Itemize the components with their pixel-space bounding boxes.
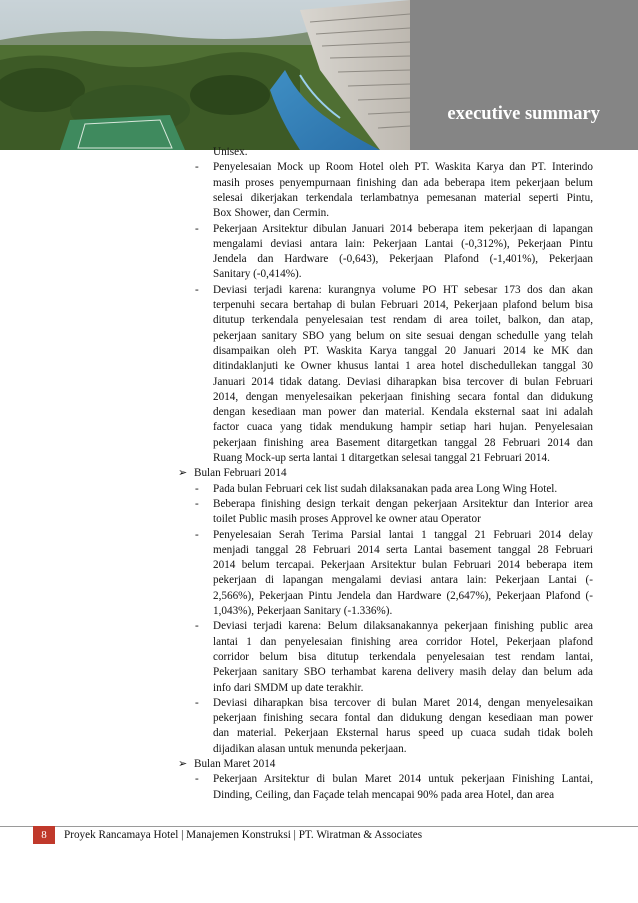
paragraph-line: Pekerjaan sanitary SBO terhambat karena delivery masih delay dan belum ada xyxy=(213,666,593,679)
paragraph-line: Box Shower, dan Cermin. xyxy=(213,207,330,220)
paragraph-line: disampaikan oleh PT. Waskita Karya tanggal 20 Januari 2014 ke MK dan xyxy=(213,344,593,357)
list-dash-icon: - xyxy=(195,482,199,495)
paragraph-line: masih proses penyempurnaan finishing dan ada beberapa item pekerjaan belum xyxy=(213,176,593,189)
paragraph-line: Dinding, Ceiling, dan Façade telah mencapai 90% pada area Hotel, dan area xyxy=(213,788,555,801)
list-dash-icon: - xyxy=(195,161,199,174)
paragraph-line: pekerjaan finishing secara fontal dan didukung dengan kesediaan man power xyxy=(213,712,593,725)
paragraph-line: menjadi tanggal 28 Februari 2014 serta Lantai basement tanggal 28 Februari xyxy=(213,543,593,556)
paragraph-line: 2,566%), Pekerjaan Pintu Jendela dan Hardware (2,647%), Pekerjaan Plafond (- xyxy=(213,589,593,602)
paragraph-line: 2014 belum tercapai. Pekerjaan Arsitektur bulan Februari 2014 beberapa item xyxy=(213,559,593,572)
list-dash-icon: - xyxy=(195,497,199,510)
section-bullet-icon: ➢ xyxy=(178,758,188,770)
paragraph-line: dengan kesediaan man power dan material. Kendala eksternal saat ini adalah xyxy=(213,406,593,419)
paragraph-line: lantai 1 dan penyelesaian finishing area corridor Hotel, Pekerjaan plafond xyxy=(213,635,593,648)
paragraph-line: pekerjaan finishing area Basement ditargetkan tanggal 28 Februari 2014 dan xyxy=(213,436,593,449)
list-dash-icon: - xyxy=(195,620,199,633)
paragraph-line: pekerjaan sanitary SBO yang belum on site sesuai dengan schedulle yang telah xyxy=(213,329,593,342)
list-dash-icon: - xyxy=(195,283,199,296)
paragraph-line: Pekerjaan Arsitektur di bulan Maret 2014 untuk pekerjaan Finishing Lantai, xyxy=(213,773,593,786)
paragraph-line: 2014, dengan menyelesaikan pekerjaan finishing secara fontal dan didukung xyxy=(213,390,593,403)
paragraph-line: 1,043%), Pekerjaan Sanitary (-1.336%). xyxy=(213,605,393,617)
paragraph-line: corridor belum bisa ditutup terkendala penyelesaian test rendam lantai, xyxy=(213,650,593,663)
paragraph-line: terpenuhi secara bertahap di bulan Februari 2014, Pekerjaan plafond belum bisa xyxy=(213,299,593,311)
section-heading: Bulan Februari 2014 xyxy=(194,467,287,480)
section-title: executive summary xyxy=(447,104,600,124)
list-dash-icon: - xyxy=(195,222,199,235)
header-banner xyxy=(0,0,638,150)
list-dash-icon: - xyxy=(195,528,199,541)
hotel-resort-photo xyxy=(0,0,638,150)
paragraph-line: Sanitary (-0,414%). xyxy=(213,268,302,281)
paragraph-line: mengalami deviasi antara lain: Pekerjaan Lantai (-0,312%), Pekerjaan Pintu xyxy=(213,237,593,250)
paragraph-line: Unisex. xyxy=(213,146,248,158)
paragraph-line: toilet Public masih proses Approvel ke owner atau Operator xyxy=(213,513,481,526)
paragraph-line: factor cuaca yang tidak mendukung hampir setiap hari hujan. Penyelesaian xyxy=(213,421,593,434)
paragraph-line: Pada bulan Februari cek list sudah dilaksanakan pada area Long Wing Hotel. xyxy=(213,482,558,495)
paragraph-line: ditindaklanjuti ke Owner khusus lantai 1 area hotel dischedullekan tanggal 30 xyxy=(213,360,593,373)
paragraph-line: Penyelesaian Serah Terima Parsial lantai 1 tanggal 21 Februari 2014 delay xyxy=(213,528,593,541)
paragraph-line: Deviasi terjadi karena: kurangnya volume PO HT sebesar 173 dos dan akan xyxy=(213,283,593,296)
paragraph-line: Penyelesaian Mock up Room Hotel oleh PT. Waskita Karya dan PT. Interindo xyxy=(213,161,593,174)
paragraph-line: Pekerjaan Arsitektur dibulan Januari 2014 beberapa item pekerjaan di lapangan xyxy=(213,222,593,235)
footer-divider xyxy=(0,826,638,827)
paragraph-line: info dari SMDM up date terakhir. xyxy=(213,681,364,694)
section-heading: Bulan Maret 2014 xyxy=(194,758,276,770)
list-dash-icon: - xyxy=(195,773,199,786)
footer-text: Proyek Rancamaya Hotel | Manajemen Konstruksi | PT. Wiratman & Associates xyxy=(64,829,423,841)
paragraph-line: Beberapa finishing design terkait dengan pekerjaan Arsitektur dan Interior area xyxy=(213,497,593,510)
paragraph-line: ditutup terkendala penyelesaian test rendam di area toilet, balkon, dan atap, xyxy=(213,314,593,327)
paragraph-line: dijadikan alasan untuk menunda pekerjaan. xyxy=(213,742,407,755)
paragraph-line: selesai dikerjakan terkendala terlambatnya pemesanan material seperti Pintu, xyxy=(213,191,593,204)
paragraph-line: Deviasi diharapkan bisa tercover di bulan Maret 2014, dengan menyelesaikan xyxy=(213,696,593,709)
paragraph-line: pekerjaan di lapangan mengalami deviasi antara lain: Pekerjaan Lantai (- xyxy=(213,574,593,587)
paragraph-line: dan material. Pekerjaan Eksternal harus speed up cuaca sudah tidak boleh xyxy=(213,727,593,740)
paragraph-line: Jendela dan Hardware (-0,643), Pekerjaan Plafond (-1,401%), Pekerjaan xyxy=(213,253,593,266)
paragraph-line: Januari 2014 tidak datang. Deviasi diharapkan bisa tercover di bulan Februari xyxy=(213,375,593,388)
paragraph-line: Deviasi terjadi karena: Belum dilaksanakannya pekerjaan finishing public area xyxy=(213,620,593,633)
section-bullet-icon: ➢ xyxy=(178,467,188,480)
list-dash-icon: - xyxy=(195,696,199,709)
paragraph-line: Ruang Mock-up serta lantai 1 ditargetkan selesai tanggal 21 Februari 2014. xyxy=(213,452,550,464)
page-number: 8 xyxy=(33,826,55,844)
